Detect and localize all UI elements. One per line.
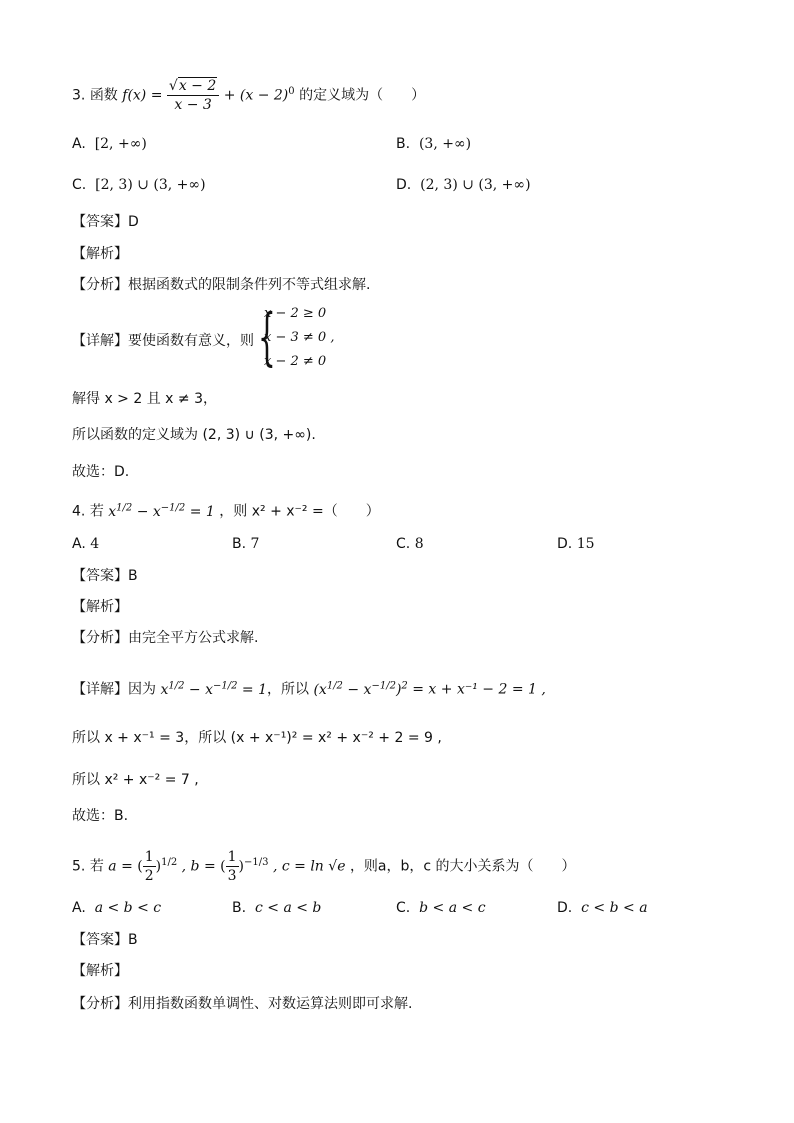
q3-option-b[interactable]: B. (3, +∞) xyxy=(396,136,472,152)
q3-sqrt-arg: x − 2 xyxy=(178,78,217,95)
q3-answer: 【答案】D xyxy=(72,214,139,230)
q3-tail: 的定义域为（ ） xyxy=(299,87,426,104)
q3-jiexi: 【解析】 xyxy=(72,246,128,262)
q3-system-row-1: x − 2 ≥ 0 xyxy=(264,306,327,321)
q4-jiexi: 【解析】 xyxy=(72,599,128,615)
q3-fenxi: 【分析】根据函数式的限制条件列不等式组求解. xyxy=(72,277,371,293)
q4-condition: $x^{1/2} - x^{-1/2} = 1$ xyxy=(108,502,215,520)
q5-stem: 5. 若 a = ( $\frac{1}{2}$ )$^{1/2}$ , b = ( $\frac{1}{3}$ )$^{-1/3}$ , c = ln √e ，则a，b，c 的大小关系为（ ） xyxy=(72,849,576,885)
q3-system-row-3: x − 2 ≠ 0 xyxy=(264,354,327,369)
q3-option-a[interactable]: A. [2, +∞) xyxy=(72,136,147,152)
q3-system-row-2: x − 3 ≠ 0 , xyxy=(264,330,335,345)
q3-number: 3. xyxy=(72,87,86,104)
q5-option-a[interactable]: A. a < b < c xyxy=(72,900,162,916)
q4-option-a[interactable]: A. 4 xyxy=(72,536,100,552)
q5-fenxi: 【分析】利用指数函数单调性、对数运算法则即可求解. xyxy=(72,996,413,1012)
q3-option-d[interactable]: D. (2, 3) ∪ (3, +∞) xyxy=(396,177,531,193)
q4-option-b[interactable]: B. 7 xyxy=(232,536,260,552)
q3-stem xyxy=(72,72,425,116)
q4-stem: 4. 若 $x^{1/2} - x^{-1/2} = 1$ ，则 x² + x⁻² =（ ） xyxy=(72,502,380,520)
q4-step-2: 所以 x + x⁻¹ = 3，所以 (x + x⁻¹)² = x² + x⁻² + 2 = 9 , xyxy=(72,730,442,746)
q5-option-b[interactable]: B. c < a < b xyxy=(232,900,322,916)
q5-answer: 【答案】B xyxy=(72,932,138,948)
q3-xiangjie: 【详解】要使函数有意义，则 xyxy=(72,333,254,349)
q3-func: f(x) = xyxy=(122,87,163,104)
q4-answer: 【答案】B xyxy=(72,568,138,584)
q3-exp: 0 xyxy=(288,86,295,97)
q3-option-c[interactable]: C. [2, 3) ∪ (3, +∞) xyxy=(72,177,206,193)
q5-option-c[interactable]: C. b < a < c xyxy=(396,900,486,916)
q4-choose: 故选：B. xyxy=(72,808,129,824)
q4-option-c[interactable]: C. 8 xyxy=(396,536,424,552)
q4-step-3: 所以 x² + x⁻² = 7 , xyxy=(72,772,199,788)
q3-denominator: x − 3 xyxy=(174,97,212,114)
q3-choose: 故选：D. xyxy=(72,464,130,480)
q3-fraction: $\frac{√x - 2}{x - 3}$ xyxy=(167,77,219,114)
q5-option-d[interactable]: D. c < b < a xyxy=(557,900,648,916)
q5-jiexi: 【解析】 xyxy=(72,963,128,979)
q3-plus-term: + (x − 2) xyxy=(223,87,289,104)
q3-domain: 所以函数的定义域为 (2, 3) ∪ (3, +∞). xyxy=(72,427,316,443)
q4-fenxi: 【分析】由完全平方公式求解. xyxy=(72,630,259,646)
q4-option-d[interactable]: D. 15 xyxy=(557,536,595,552)
q3-lead: 函数 xyxy=(89,87,118,104)
q3-solve: 解得 x > 2 且 x ≠ 3， xyxy=(72,391,217,407)
q4-step-1: 【详解】因为 $x^{1/2} - x^{-1/2} = 1$，所以 $(x^{1/2} - x^{-1/2})^2 = x + x^{-1} - 2 = 1$ , xyxy=(72,680,546,698)
